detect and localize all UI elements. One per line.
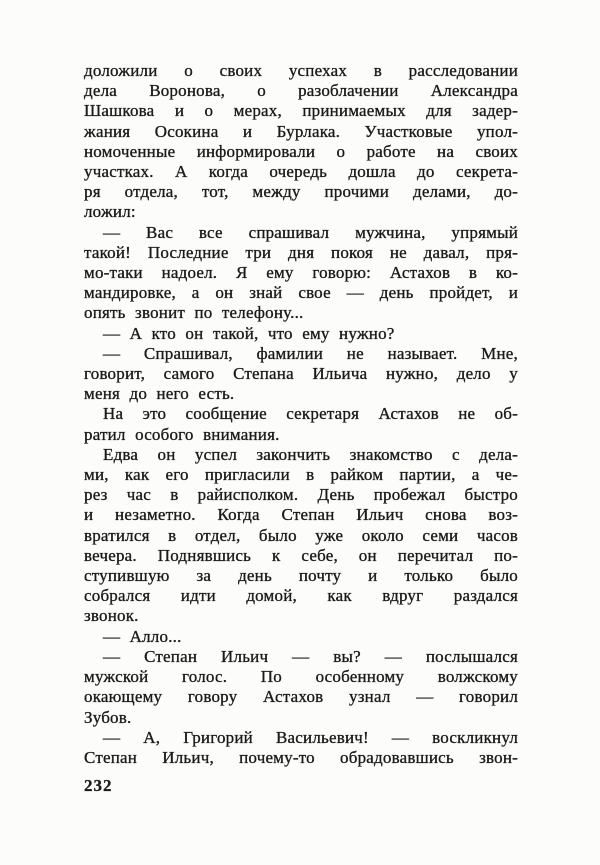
text-line: меня до него есть. bbox=[84, 384, 235, 404]
text-line: — Степан Ильич — вы? — послышался bbox=[103, 646, 518, 666]
paragraph bbox=[84, 445, 518, 627]
text-line: — Алло... bbox=[103, 626, 182, 646]
text-line: номоченные информировали о работе на своих bbox=[84, 141, 518, 161]
text-line: вратился в отдел, было уже около семи часов bbox=[84, 525, 518, 545]
text-line: дела Воронова, о разоблачении Александра bbox=[84, 81, 518, 101]
paragraph bbox=[84, 61, 518, 223]
text-line: звонок. bbox=[84, 606, 139, 626]
text-line: вечера. Поднявшись к себе, он перечитал по- bbox=[84, 545, 518, 565]
text-line: Шашкова и о мерах, принимаемых для задер- bbox=[84, 101, 518, 121]
text-line: На это сообщение секретаря Астахов не об- bbox=[103, 404, 518, 424]
paragraph bbox=[84, 728, 518, 768]
text-line: ратил особого внимания. bbox=[84, 424, 280, 444]
paragraph bbox=[84, 647, 518, 728]
text-line: мо-таки надоел. Я ему говорю: Астахов в ко- bbox=[84, 263, 518, 283]
text-line: Едва он успел закончить знакомство с дела- bbox=[103, 444, 518, 464]
text-line: мужской голос. По особенному волжскому bbox=[84, 667, 518, 687]
paragraph bbox=[84, 324, 518, 344]
paragraph bbox=[84, 344, 518, 405]
text-line: ми, как его пригласили в райком партии, а че- bbox=[84, 465, 518, 485]
text-line: рез час в райисполком. День пробежал быстро bbox=[84, 485, 518, 505]
text-line: Зубов. bbox=[84, 707, 132, 727]
text-line: говорит, самого Степана Ильича нужно, дело у bbox=[84, 364, 518, 384]
text-line: опять звонит по телефону... bbox=[84, 303, 304, 323]
text-line: ложил: bbox=[84, 202, 136, 222]
text-line: Степан Ильич, почему-то обрадовавшись звон- bbox=[84, 747, 518, 767]
text-line: доложили о своих успехах в расследовании bbox=[84, 61, 518, 80]
text-line: — А кто он такой, что ему нужно? bbox=[103, 323, 395, 343]
text-line: и незаметно. Когда Степан Ильич снова воз- bbox=[84, 505, 518, 525]
text-block bbox=[84, 61, 518, 768]
page-number: 232 bbox=[84, 776, 113, 795]
text-line: — Спрашивал, фамилии не называет. Мне, bbox=[103, 343, 518, 363]
text-line: ря отдела, тот, между прочими делами, до- bbox=[84, 182, 518, 202]
text-line: — Вас все спрашивал мужчина, упрямый bbox=[103, 222, 518, 242]
paragraph bbox=[84, 223, 518, 324]
paragraph bbox=[84, 404, 518, 444]
text-line: собрался идти домой, как вдруг раздался bbox=[84, 586, 518, 606]
text-line: мандировке, а он знай свое — день пройдет, и bbox=[84, 283, 518, 303]
text-line: жания Осокина и Бурлака. Участковые упол- bbox=[84, 121, 518, 141]
text-line: ступившую за день почту и только было bbox=[84, 566, 518, 586]
text-line: участках. А когда очередь дошла до секрета- bbox=[84, 162, 518, 182]
text-line: такой! Последние три дня покоя не давал, пря- bbox=[84, 242, 518, 262]
paragraph bbox=[84, 627, 518, 647]
text-line: — А, Григорий Васильевич! — воскликнул bbox=[103, 727, 518, 747]
text-line: окающему говору Астахов узнал — говорил bbox=[84, 687, 518, 707]
